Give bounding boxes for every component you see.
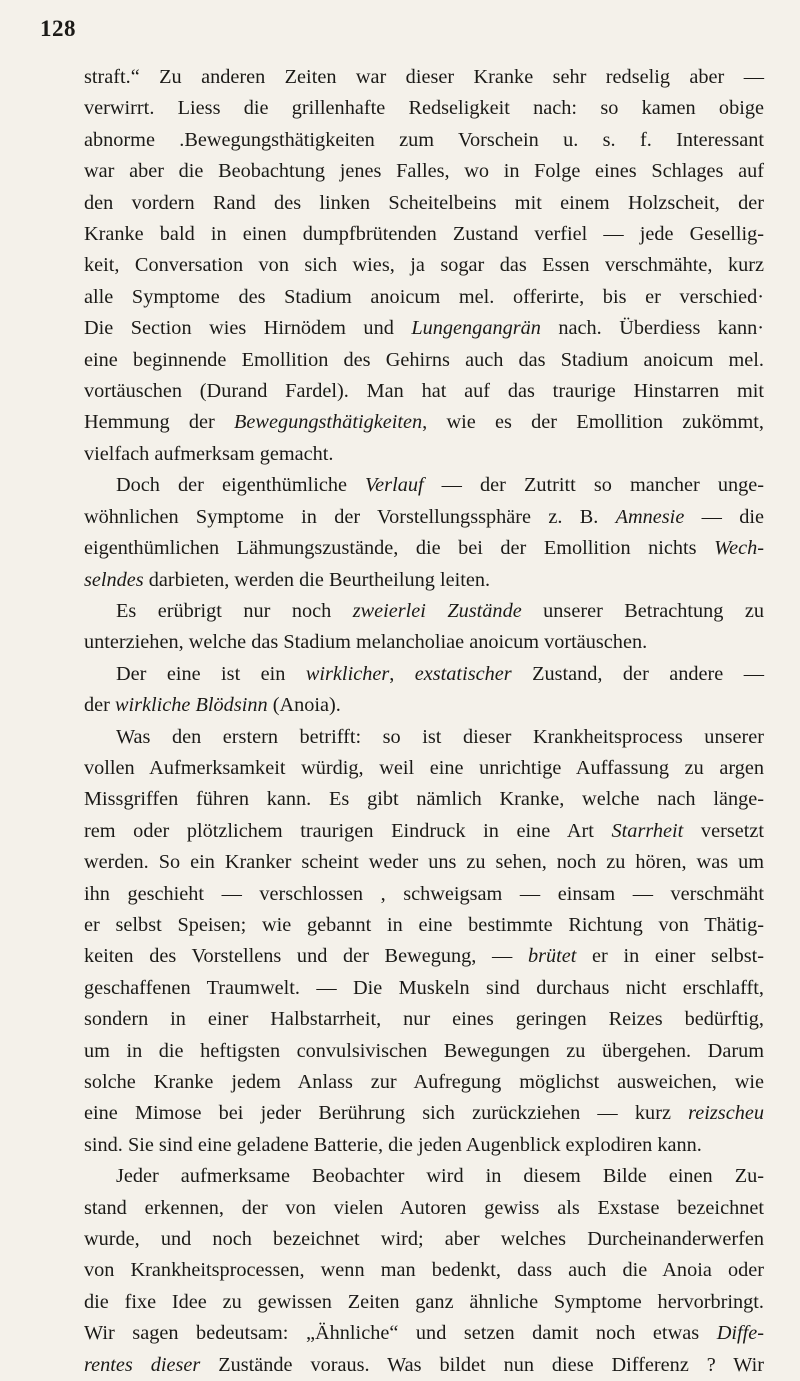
text-line: war aber die Beobachtung jenes Falles, wo in Folge eines Schlages auf [84, 160, 764, 183]
text-line: Kranke bald in einen dumpfbrütenden Zustand verfiel — jede Gesellig- [84, 223, 764, 246]
text-line: er selbst Speisen; wie gebannt in eine bestimmte Richtung von Thätig- [84, 913, 764, 936]
text-line: Die Section wies Hirnödem und Lungengangrän nach. Überdiess kann· [84, 317, 764, 340]
body-text [84, 62, 764, 1381]
text-line: rentes dieser Zustände voraus. Was bildet nun diese Differenz ? Wir [84, 1353, 764, 1376]
text-line: um in die heftigsten convulsivischen Bewegungen zu übergehen. Darum [84, 1039, 764, 1062]
text-line: keiten des Vorstellens und der Bewegung, — brütet er in einer selbst- [84, 945, 764, 968]
page-number: 128 [40, 16, 76, 41]
text-line: Doch der eigenthümliche Verlauf — der Zutritt so mancher unge- [116, 474, 765, 497]
text-line: selndes darbieten, werden die Beurtheilung leiten. [84, 568, 491, 591]
text-line: Was den erstern betrifft: so ist dieser Krankheitsprocess unserer [116, 725, 764, 748]
text-line: rem oder plötzlichem traurigen Eindruck in eine Art Starrheit versetzt [84, 819, 764, 842]
text-line: Jeder aufmerksame Beobachter wird in diesem Bilde einen Zu- [116, 1165, 764, 1188]
text-line: Missgriffen führen kann. Es gibt nämlich Kranke, welche nach länge- [84, 788, 764, 811]
text-line: Der eine ist ein wirklicher, exstatischer Zustand, der andere — [116, 662, 765, 685]
text-line: abnorme .Bewegungsthätigkeiten zum Vorschein u. s. f. Interessant [84, 128, 764, 151]
text-line: wöhnlichen Symptome in der Vorstellungssphäre z. B. Amnesie — die [84, 505, 764, 528]
text-line: wurde, und noch bezeichnet wird; aber welches Durcheinanderwerfen [84, 1228, 764, 1251]
text-line: solche Kranke jedem Anlass zur Aufregung möglichst ausweichen, wie [84, 1071, 764, 1093]
text-line: Es erübrigt nur noch zweierlei Zustände unserer Betrachtung zu [116, 599, 764, 622]
text-line: verwirrt. Liess die grillenhafte Redseligkeit nach: so kamen obige [84, 97, 764, 120]
text-line: ihn geschieht — verschlossen , schweigsam — einsam — verschmäht [84, 882, 764, 905]
text-line: eine beginnende Emollition des Gehirns auch das Stadium anoicum mel. [84, 348, 764, 371]
text-line: eine Mimose bei jeder Berührung sich zurückziehen — kurz reizscheu [84, 1102, 764, 1125]
text-line: keit, Conversation von sich wies, ja sogar das Essen verschmähte, kurz [84, 254, 764, 277]
text-line: geschaffenen Traumwelt. — Die Muskeln sind durchaus nicht erschlafft, [84, 976, 764, 999]
text-line: unterziehen, welche das Stadium melancholiae anoicum vortäuschen. [84, 631, 648, 654]
text-line: Hemmung der Bewegungsthätigkeiten, wie es der Emollition zukömmt, [84, 411, 764, 434]
text-line: sind. Sie sind eine geladene Batterie, die jeden Augenblick explodiren kann. [84, 1133, 702, 1156]
text-line: von Krankheitsprocessen, wenn man bedenkt, dass auch die Anoia oder [84, 1259, 764, 1282]
text-line: alle Symptome des Stadium anoicum mel. offerirte, bis er verschied· [84, 285, 764, 308]
text-line: Wir sagen bedeutsam: „Ähnliche“ und setzen damit noch etwas Diffe- [84, 1322, 764, 1345]
text-line: der wirkliche Blödsinn (Anoia). [84, 694, 341, 717]
text-line: die fixe Idee zu gewissen Zeiten ganz ähnliche Symptome hervorbringt. [84, 1290, 764, 1313]
text-line: vollen Aufmerksamkeit würdig, weil eine unrichtige Auffassung zu argen [84, 756, 764, 779]
text-line: den vordern Rand des linken Scheitelbeins mit einem Holzscheit, der [84, 191, 764, 214]
text-line: werden. So ein Kranker scheint weder uns zu sehen, noch zu hören, was um [84, 851, 764, 874]
text-line: stand erkennen, der von vielen Autoren gewiss als Exstase bezeichnet [84, 1196, 764, 1219]
text-line: eigenthümlichen Lähmungszustände, die bei der Emollition nichts Wech- [84, 537, 764, 560]
text-line: vortäuschen (Durand Fardel). Man hat auf das traurige Hinstarren mit [84, 380, 764, 403]
text-line: straft.“ Zu anderen Zeiten war dieser Kranke sehr redselig aber — [84, 66, 764, 88]
text-line: vielfach aufmerksam gemacht. [84, 442, 334, 465]
text-line: sondern in einer Halbstarrheit, nur eines geringen Reizes bedürftig, [84, 1008, 764, 1031]
